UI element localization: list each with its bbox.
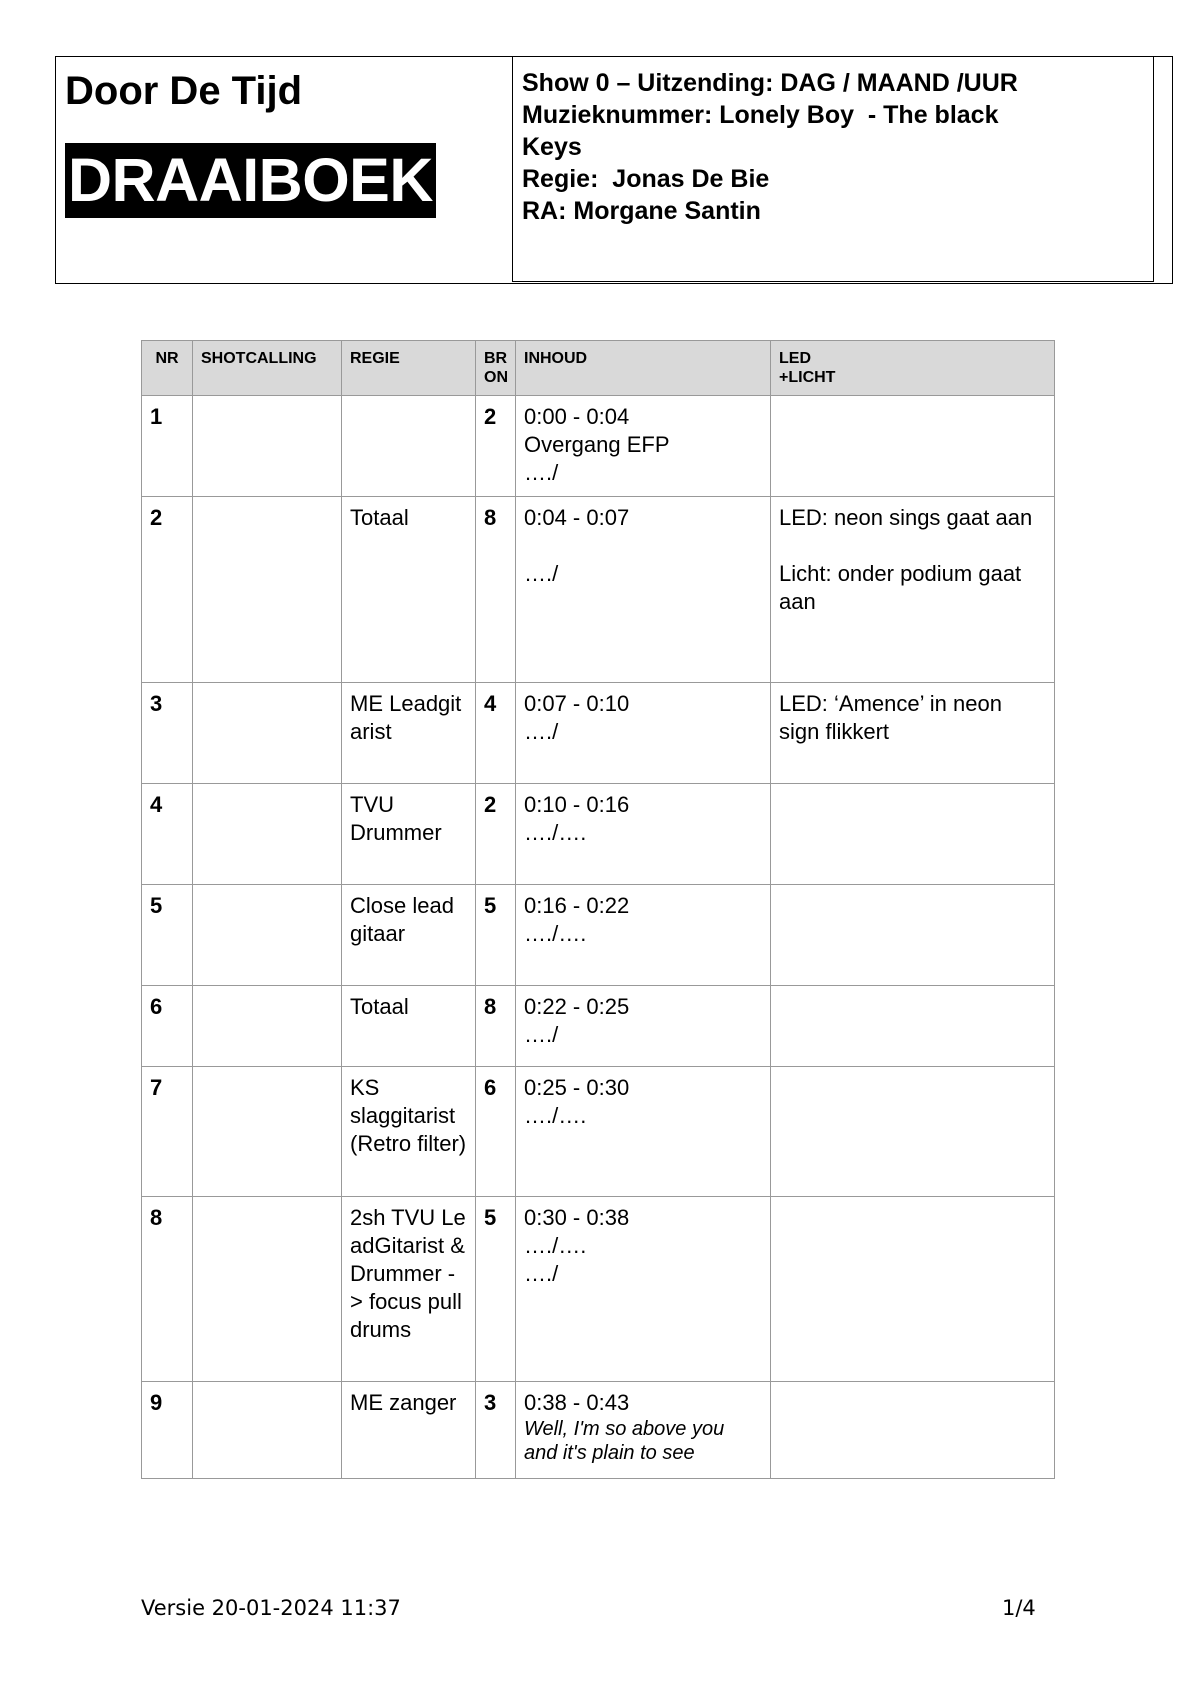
cell-inhoud [516,885,771,986]
blank-line [524,532,762,560]
cell-bron: 5 [476,885,516,986]
table-row [142,1197,1055,1382]
cell-regie: 2sh TVU LeadGitarist & Drummer -> focus pull drums [342,1197,476,1382]
cell-inhoud [516,396,771,497]
table-row [142,885,1055,986]
cell-inhoud [516,986,771,1067]
cell-led [771,986,1055,1067]
cell-regie [342,396,476,497]
cell-inhoud [516,683,771,784]
time-range: 0:38 - 0:43 [524,1390,630,1415]
bron-header-part-1: BR [484,350,508,367]
table-row [142,1382,1055,1479]
doc-type-banner: DRAAIBOEK [65,143,436,218]
cell-nr: 2 [142,497,193,683]
cell-shotcalling [193,885,342,986]
led-cue: LED: ‘Amence’ in neon sign flikkert [779,691,1009,744]
time-range: 0:07 - 0:10 [524,691,630,716]
lyric-line: Well, I'm so above you and it's plain to see [524,1418,725,1464]
time-range: 0:16 - 0:22 [524,893,630,918]
header-left [56,57,512,283]
cell-led [771,885,1055,986]
inhoud-line: …./ [524,561,559,586]
cell-regie: Totaal [342,497,476,683]
cell-led [771,497,1055,683]
inhoud-line: …./…. [524,921,587,946]
music-line-2: Keys [522,133,582,161]
footer-page-number: 1/4 [1002,1596,1036,1620]
time-range: 0:00 - 0:04 [524,404,630,429]
cell-shotcalling [193,683,342,784]
cell-led [771,396,1055,497]
inhoud-line: …./…. [524,1233,587,1258]
inhoud-line: …./ [524,1022,559,1047]
column-header-shotcalling: SHOTCALLING [193,341,342,396]
ra-line: RA: Morgane Santin [522,197,761,225]
time-range: 0:10 - 0:16 [524,792,630,817]
bron-header-part-2: ON [484,369,508,386]
inhoud-line: Overgang EFP [524,432,670,457]
cell-shotcalling [193,497,342,683]
footer-version: Versie 20-01-2024 11:37 [141,1596,401,1620]
led-header-part-1: LED [779,350,811,367]
show-line: Show 0 – Uitzending: DAG / MAAND /UUR [522,69,1018,97]
blank-line [779,532,1046,560]
column-header-regie: REGIE [342,341,476,396]
column-header-inhoud: INHOUD [516,341,771,396]
cell-led [771,683,1055,784]
cell-regie: Totaal [342,986,476,1067]
cell-shotcalling [193,1197,342,1382]
cell-shotcalling [193,396,342,497]
header-box [55,56,1173,284]
cell-nr: 6 [142,986,193,1067]
cell-nr: 4 [142,784,193,885]
cell-led [771,784,1055,885]
table-row [142,497,1055,683]
show-title: Door De Tijd [65,69,303,113]
cell-nr: 9 [142,1382,193,1479]
led-header-part-2: +LICHT [779,369,836,386]
led-cue: LED: neon sings gaat aan [779,505,1033,530]
inhoud-line: …./…. [524,1103,587,1128]
column-header-nr: NR [142,341,193,396]
time-range: 0:04 - 0:07 [524,505,630,530]
cell-bron: 8 [476,497,516,683]
cell-inhoud [516,1067,771,1197]
header-meta [512,56,1154,282]
cell-bron: 2 [476,396,516,497]
cell-bron: 6 [476,1067,516,1197]
cell-nr: 3 [142,683,193,784]
inhoud-line: …./ [524,1261,559,1286]
cell-bron: 5 [476,1197,516,1382]
cell-regie: KS slaggitarist (Retro filter) [342,1067,476,1197]
inhoud-line: …./ [524,460,559,485]
cell-regie: ME Leadgitarist [342,683,476,784]
cell-bron: 2 [476,784,516,885]
cell-led [771,1067,1055,1197]
cell-bron: 3 [476,1382,516,1479]
cell-nr: 8 [142,1197,193,1382]
cell-bron: 8 [476,986,516,1067]
cell-shotcalling [193,784,342,885]
column-header-bron [476,341,516,396]
licht-cue: Licht: onder podium gaat aan [779,561,1028,614]
cell-inhoud [516,784,771,885]
cell-nr: 1 [142,396,193,497]
table-row [142,1067,1055,1197]
cell-inhoud [516,1382,771,1479]
cell-shotcalling [193,986,342,1067]
table-row [142,986,1055,1067]
cell-nr: 5 [142,885,193,986]
cell-inhoud [516,1197,771,1382]
rundown-table [141,340,1055,1479]
cell-shotcalling [193,1382,342,1479]
cell-regie: Close lead gitaar [342,885,476,986]
cell-nr: 7 [142,1067,193,1197]
regie-line: Regie: Jonas De Bie [522,165,770,193]
time-range: 0:30 - 0:38 [524,1205,630,1230]
music-line-1: Muzieknummer: Lonely Boy - The black [522,101,999,129]
inhoud-line: …./…. [524,820,587,845]
column-header-led [771,341,1055,396]
table-row [142,784,1055,885]
cell-inhoud [516,497,771,683]
inhoud-line: …./ [524,719,559,744]
cell-bron: 4 [476,683,516,784]
table-row [142,683,1055,784]
cell-shotcalling [193,1067,342,1197]
cell-regie: TVU Drummer [342,784,476,885]
table-row [142,396,1055,497]
cell-led [771,1197,1055,1382]
time-range: 0:22 - 0:25 [524,994,630,1019]
cell-regie: ME zanger [342,1382,476,1479]
time-range: 0:25 - 0:30 [524,1075,630,1100]
table-header-row [142,341,1055,396]
cell-led [771,1382,1055,1479]
